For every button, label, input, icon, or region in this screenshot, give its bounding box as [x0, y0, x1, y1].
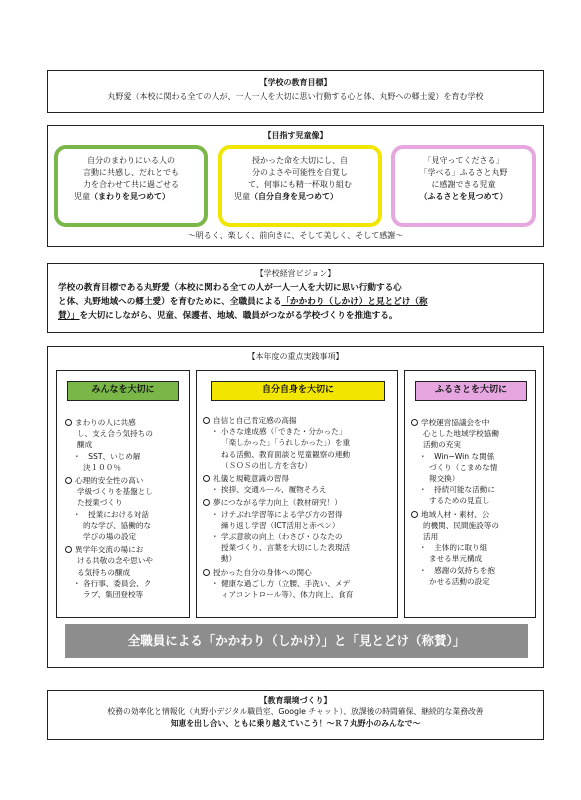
practice-item	[203, 589, 397, 600]
vision-line: 学校の教育目標である丸野愛（本校に関わる全ての人が一人一人を大切に思い行動する心	[58, 283, 402, 293]
management-vision-box	[47, 263, 544, 333]
practice-item-text: 異学年交流の場にお	[75, 545, 144, 555]
practice-list	[411, 417, 535, 587]
practice-item-text: 夢につながる学力向上（教材研究！）	[213, 498, 342, 508]
practice-item-text: 醸成	[77, 440, 93, 450]
practice-item-text: ・ 学ぶ意欲の向上（わさび・ひなたの	[211, 532, 343, 542]
circle-bullet-icon	[203, 417, 210, 424]
practice-item	[203, 553, 397, 564]
vision-header: 【学校経営ビジョン】	[255, 269, 336, 278]
child-card-line: 「学べる」ふるさと丸野	[419, 168, 508, 177]
circle-bullet-icon	[65, 419, 72, 426]
practice-item	[411, 451, 535, 462]
practice-item-text: 的機関、民間施設等の	[423, 520, 499, 530]
practice-column-others	[56, 370, 190, 618]
practice-item	[203, 426, 397, 437]
practice-item-text: 活動の充実	[423, 440, 461, 450]
practice-item-text: 心とした地域学校協働	[423, 429, 499, 439]
practice-item-text: 動）	[221, 554, 237, 564]
child-card-hometown	[391, 145, 536, 227]
child-card-line: 児童	[234, 192, 250, 201]
circle-bullet-icon	[65, 477, 72, 484]
practice-item	[65, 428, 187, 439]
practice-list	[203, 415, 397, 600]
practice-item	[203, 567, 397, 578]
practice-item-text: ・ 持続可能な活動に	[419, 485, 495, 495]
practice-item-text: 学校運営協議会を中	[421, 418, 490, 427]
child-card-line: 言動に共感し、だれとでも	[83, 168, 179, 177]
practice-column-self	[196, 370, 398, 618]
practice-item	[203, 484, 397, 495]
practice-item	[65, 544, 187, 555]
child-card-self	[218, 145, 382, 227]
practice-item-text: 授かった自分の身体への関心	[213, 567, 312, 577]
school-goal-header: 【学校の教育目標】	[259, 78, 332, 87]
practice-item-text: ・ 主体的に取り組	[419, 543, 488, 553]
child-card-line: 力を合わせて共に過ごせる	[83, 180, 179, 189]
child-card-surroundings	[54, 145, 208, 227]
practice-item-text: 的な学び、協働的な	[83, 520, 152, 530]
vision-emphasis: 「かかわり（しかけ）と見とどけ（称	[281, 297, 428, 307]
practice-item	[411, 509, 535, 520]
target-children-header: 【目指す児童像】	[263, 131, 328, 140]
child-card-line: 「見守ってくださる」	[423, 156, 504, 165]
env-header: 【教育環境づくり】	[259, 696, 332, 705]
practice-item-text: 自信と自己肯定感の高揚	[213, 416, 297, 425]
circle-bullet-icon	[203, 475, 210, 482]
child-card-line: に感謝できる児童	[431, 180, 496, 189]
practice-item	[65, 509, 187, 520]
practice-list	[65, 417, 187, 600]
practice-item	[65, 555, 187, 566]
education-environment-box	[47, 690, 544, 740]
practice-item	[203, 449, 397, 460]
practice-item	[203, 460, 397, 471]
practice-item-text: づくり（こまめな情	[429, 462, 498, 472]
practice-item	[203, 509, 397, 520]
practice-item	[411, 473, 535, 484]
practice-item	[203, 531, 397, 542]
practice-item-text: まわりの人に共感	[75, 418, 136, 427]
circle-bullet-icon	[65, 546, 72, 553]
column-title: 自分自身を大切に	[211, 381, 385, 401]
school-goal-box	[47, 70, 544, 113]
practice-item	[411, 484, 535, 495]
practice-item-text: 地域人材・素材、公	[421, 509, 490, 519]
practice-item-text: る気持ちの醸成	[77, 567, 131, 577]
practice-item	[411, 495, 535, 506]
practice-item-text: ・ 各行事、委員会、ク	[73, 578, 152, 588]
practice-item	[411, 542, 535, 553]
practice-item	[203, 437, 397, 448]
env-line: 校務の効率化と情報化（丸野小デジタル職員室、Google チャット）、放課後の時間確保、継続的な業務改善	[107, 707, 484, 716]
vision-line: と体、丸野地域への郷土愛）を育むために、全職員による	[58, 297, 282, 307]
circle-bullet-icon	[203, 569, 210, 576]
practice-item	[203, 473, 397, 484]
practice-item	[203, 415, 397, 426]
practice-item	[65, 486, 187, 497]
practice-item-text: 礼儀と規範意識の習得	[213, 474, 289, 484]
env-line: 知恵を出し合い、ともに乗り越えていこう！〜Ｒ７丸野小のみんなで〜	[170, 719, 421, 728]
practice-item	[203, 497, 397, 508]
circle-bullet-icon	[203, 499, 210, 506]
child-card-line: 自分のまわりにいる人の	[87, 156, 175, 165]
practice-item	[65, 497, 187, 508]
practice-item-text: 活用	[423, 532, 439, 542]
practice-item	[411, 439, 535, 450]
practice-item-text: ませる単元構成	[429, 554, 483, 564]
practice-item	[65, 520, 187, 531]
practice-item	[411, 417, 535, 428]
practice-item	[65, 462, 187, 473]
child-card-tag: （ふるさとを見つめて）	[419, 192, 508, 201]
circle-bullet-icon	[411, 419, 418, 426]
child-card-line: て、何事にも精一杯取り組む	[248, 180, 352, 189]
practice-item-text: ・ 小さな達成感（「できた・分かった」	[211, 427, 347, 437]
child-card-tag: （まわりを見つめて）	[90, 192, 170, 201]
practice-item	[411, 520, 535, 531]
child-card-line: 授かった命を大切にし、自	[252, 156, 348, 165]
vision-line: を大切にしながら、児童、保護者、地域、職員がつながる学校づくりを推進する。	[79, 311, 398, 321]
practice-item-text: 学びの場の設定	[83, 532, 137, 542]
child-card-tag: （自分自身を見つめて）	[250, 192, 338, 201]
practice-item-text: 授業づくり、言葉を大切にした表現活	[221, 543, 351, 553]
practice-item-text: 決１００％	[83, 462, 121, 472]
practice-item	[65, 567, 187, 578]
practice-item	[411, 462, 535, 473]
column-title: みんなを大切に	[67, 381, 179, 401]
practice-item-text: 心理的安全性の高い	[75, 476, 144, 486]
practice-item-text: た授業づくり	[77, 498, 123, 508]
practice-item	[411, 576, 535, 587]
practice-item	[411, 553, 535, 564]
practice-item	[65, 578, 187, 589]
column-title: ふるさとを大切に	[415, 381, 527, 401]
practice-item-text: ・ Win−Win な関係	[419, 451, 495, 461]
practice-item-text: し、支え合う気持ちの	[77, 429, 153, 439]
practice-item	[65, 439, 187, 450]
practice-item	[411, 531, 535, 542]
practice-item-text: ける共敬の念や思いや	[77, 556, 153, 566]
practice-item-text: ・ けテぶれ学習等による学び方の習得	[211, 509, 343, 519]
practice-item	[65, 417, 187, 428]
motto: 〜明るく、楽しく、前向きに、そして美しく、そして感謝〜	[187, 231, 404, 240]
practice-item-text: ・ 健康な過ごし方（立腰、手洗い、メデ	[211, 578, 351, 588]
practice-item-text: ィアコントロール等）、体力向上、食育	[221, 590, 354, 600]
child-card-line: 児童	[74, 192, 90, 201]
practice-item	[203, 542, 397, 553]
practice-item	[411, 565, 535, 576]
practice-item-text: ・ 授業における対話	[73, 509, 149, 519]
practice-item-text: ラブ、集団登校等	[83, 590, 144, 600]
practice-item-text: ・ SST、いじめ解	[73, 451, 141, 461]
practice-item-text: するための見直し	[429, 496, 490, 506]
vision-emphasis: 賛）」	[58, 311, 80, 321]
practice-item	[65, 451, 187, 462]
practice-item-text: （ＳＯＳの出し方を含む）	[221, 460, 313, 470]
practice-item	[203, 578, 397, 589]
practice-item-text: かせる活動の設定	[429, 576, 490, 586]
school-goal-text: 丸野愛（本校に関わる全ての人が、一人一人を大切に思い行動する心と体、丸野への郷土愛）を育む学校	[107, 92, 484, 101]
practice-item	[65, 589, 187, 600]
practice-item-text: 繰り返し学習（ICT活用と赤ペン）	[221, 520, 340, 530]
circle-bullet-icon	[411, 511, 418, 518]
practice-item-text: ・ 感謝の気持ちを抱	[419, 565, 495, 575]
practice-item	[203, 520, 397, 531]
practice-column-hometown	[404, 370, 536, 618]
practice-item	[411, 428, 535, 439]
child-card-line: 分のよさや可能性を自覚し	[252, 168, 348, 177]
practice-item-text: 「楽しかった」「うれしかった」）を重	[221, 438, 351, 448]
practice-item-text: 学級づくりを基盤とし	[77, 487, 153, 497]
practice-item-text: ねる活動、教育面談と児童観察の連動	[221, 449, 351, 459]
practice-header: 【本年度の重点実践事項】	[247, 352, 344, 361]
practice-item-text: 報交換）	[429, 474, 460, 484]
practice-item	[65, 531, 187, 542]
practice-item	[65, 475, 187, 486]
practice-item-text: ・ 挨拶、交通ルール、履物そろえ	[211, 485, 327, 495]
all-staff-banner: 全職員による「かかわり（しかけ）」と「見とどけ（称賛）」	[65, 624, 528, 658]
